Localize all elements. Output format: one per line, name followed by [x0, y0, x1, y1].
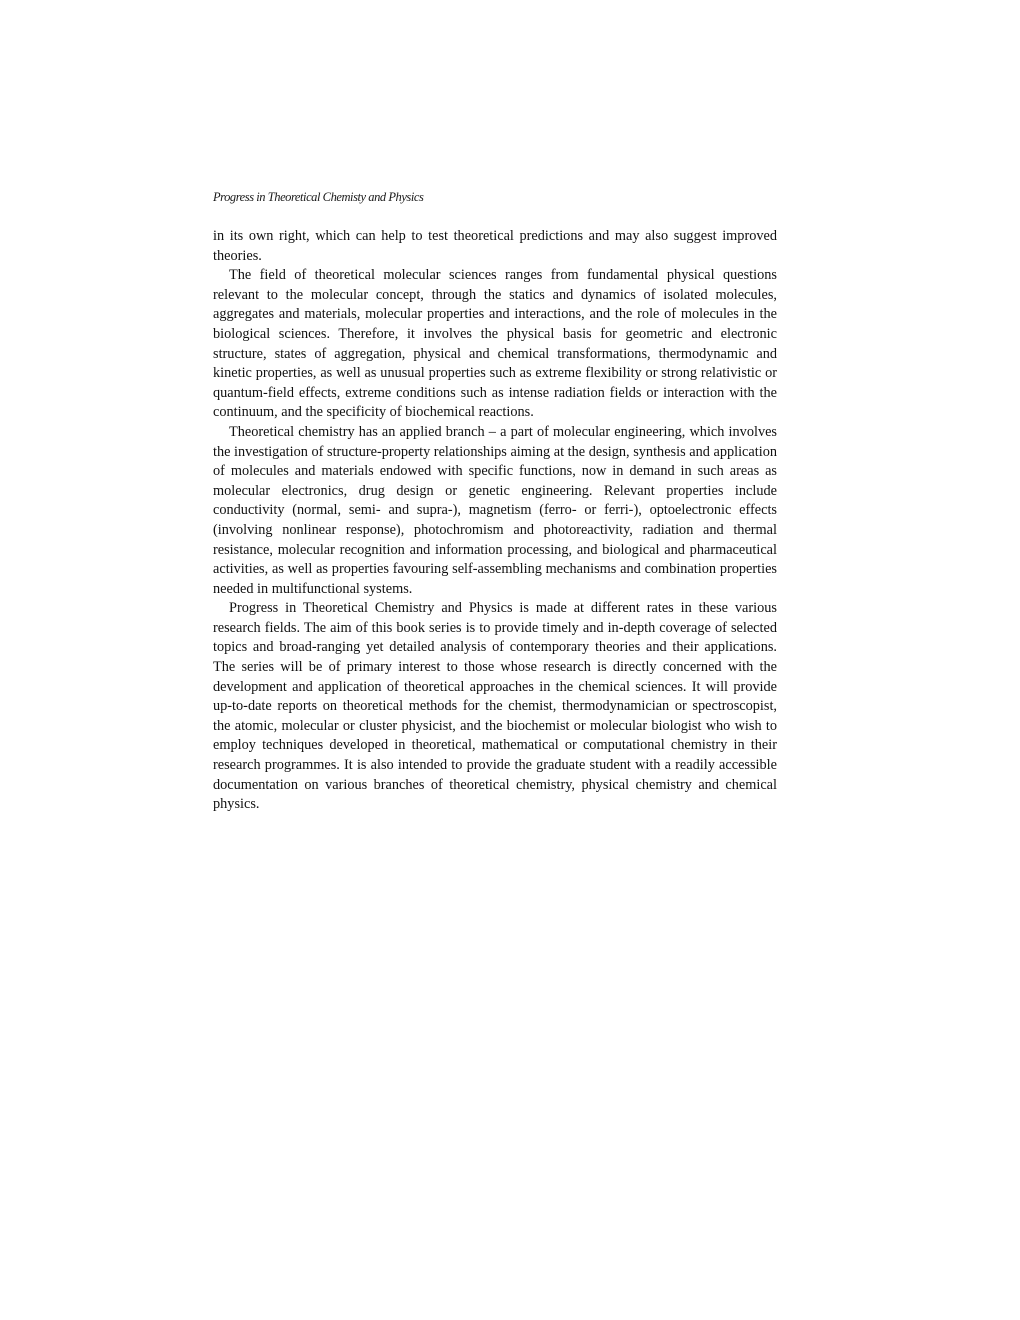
body-text	[213, 227, 777, 815]
paragraph-continuation: in its own right, which can help to test theoretical predictions and may also suggest improved theories.	[213, 228, 777, 264]
paragraph-molecular-sciences: The field of theoretical molecular sciences ranges from fundamental physical questions relevant to the molecular concept, through the statics and dynamics of isolated molecules, aggregates and materials, molecular properties and interactions, and the role of molecules in the biological sciences. Therefore, it involves the physical basis for geometric and electronic structure, states of aggregation, physical and chemical transformations, thermodynamic and kinetic properties, as well as unusual properties such as extreme flexibility or strong relativistic or quantum-field effects, extreme conditions such as intense radiation fields or interaction with the continuum, and the specificity of biochemical reactions.	[213, 267, 777, 421]
paragraph-applied-branch: Theoretical chemistry has an applied branch – a part of molecular engineering, which involves the investigation of structure-property relationships aiming at the design, synthesis and application of molecules and materials endowed with specific functions, now in demand in such areas as molecular electronics, drug design or genetic engineering. Relevant properties include conductivity (normal, semi- and supra-), magnetism (ferro- or ferri-), optoelectronic effects (involving nonlinear response), photochromism and photoreactivity, radiation and thermal resistance, molecular recognition and information processing, and biological and pharmaceutical activities, as well as properties favouring self-assembling mechanisms and combination properties needed in multifunctional systems.	[213, 423, 777, 597]
running-header: Progress in Theoretical Chemisty and Physics	[213, 190, 424, 204]
paragraph-series-aim: Progress in Theoretical Chemistry and Physics is made at different rates in these various research fields. The aim of this book series is to provide timely and in-depth coverage of selected topics and broad-ranging yet detailed analysis of contemporary theories and their applications. The series will be of primary interest to those whose research is directly concerned with the development and application of theoretical approaches in the chemical sciences. It will provide up-to-date reports on theoretical methods for the chemist, thermodynamician or spectroscopist, the atomic, molecular or cluster physicist, and the biochemist or molecular biologist who wish to employ techniques developed in theoretical, mathematical or computational chemistry in their research programmes. It is also intended to provide the graduate student with a readily accessible documentation on various branches of theoretical chemistry, physical chemistry and chemical physics.	[213, 600, 777, 813]
